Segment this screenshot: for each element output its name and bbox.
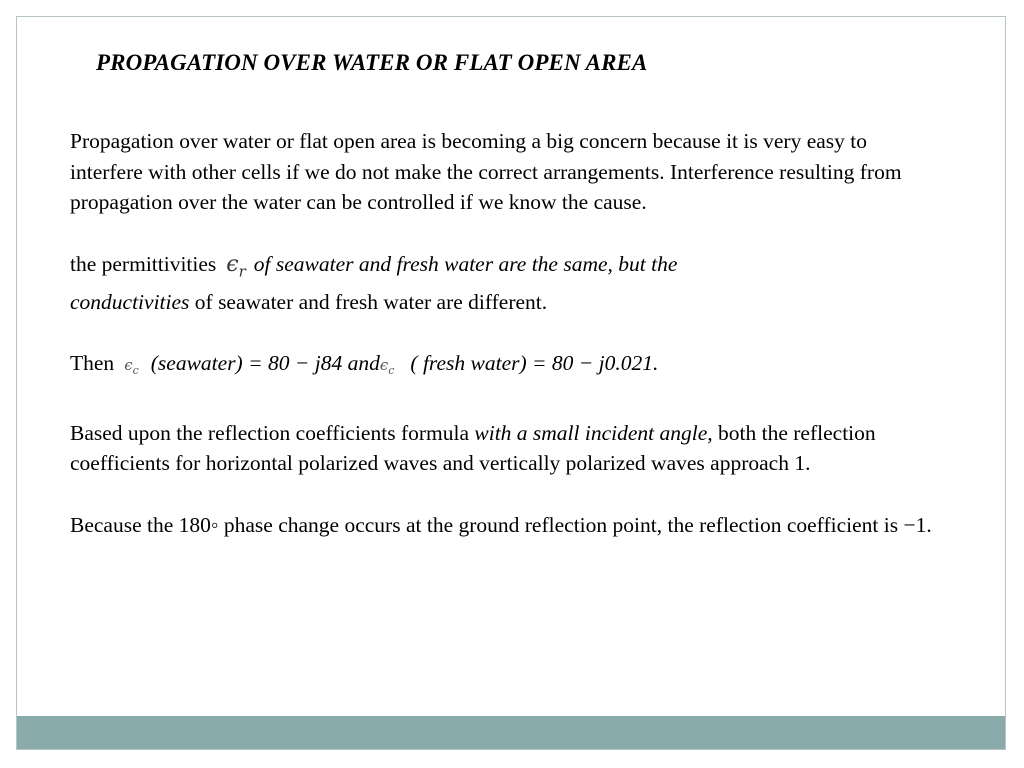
paragraph-then <box>70 348 940 387</box>
reflection-lead: Based upon the reflection coefficients formula <box>70 420 469 445</box>
epsilon-c-symbol: $\epsilon_c$ <box>124 356 139 378</box>
footer-bar <box>17 716 1005 749</box>
seawater-value: (seawater) = 80 − j84 and <box>150 351 380 376</box>
permittivity-lead: the permittivities <box>70 251 217 276</box>
then-lead: Then <box>70 351 115 376</box>
paragraph-intro: Propagation over water or flat open area is becoming a big concern because it is very easy to interfere with other cells if we do not make the correct arrangements. Interference resulting from propagation over the water can be controlled if we know the cause. <box>70 129 902 215</box>
epsilon-c-symbol-2: $\epsilon_c$ <box>379 356 395 378</box>
reflection-italic: with a small incident angle, <box>474 420 713 445</box>
paragraph-phase: Because the 180◦ phase change occurs at the ground reflection point, the reflection coefficient is −1. <box>70 512 932 537</box>
paragraph-permittivity <box>70 249 940 318</box>
freshwater-value: ( fresh water) = 80 − j0.021. <box>410 351 659 376</box>
reflection-tail: both the reflection coefficients for horizontal polarized waves and vertically polarized waves approach 1. <box>70 420 876 476</box>
epsilon-r-symbol: $\epsilon_r$ <box>226 251 246 281</box>
permittivity-italic: of seawater and fresh water are the same, but the <box>253 251 678 276</box>
permittivity-tail: of seawater and fresh water are different. <box>194 289 548 314</box>
slide-title: PROPAGATION OVER WATER OR FLAT OPEN AREA <box>96 50 648 75</box>
slide-body <box>70 126 940 540</box>
conductivities-word: conductivities <box>70 289 190 314</box>
paragraph-reflection <box>70 418 940 479</box>
